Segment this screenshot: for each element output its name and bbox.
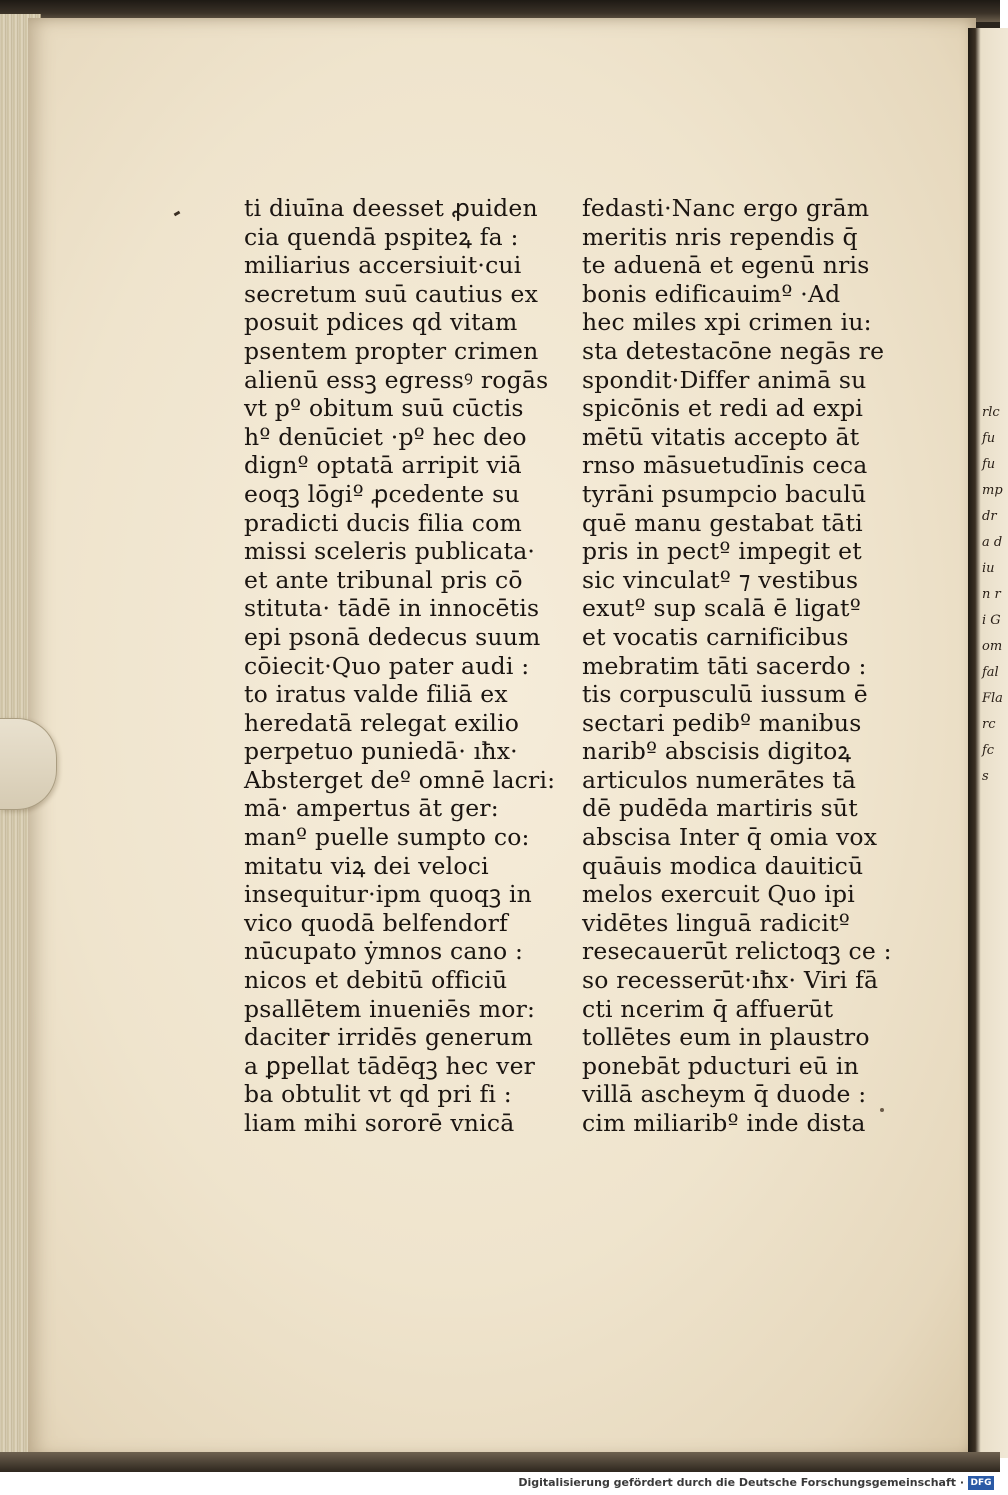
text-line: missi sceleris publicata·	[244, 537, 536, 566]
text-line: manº puelle sumpto co:	[244, 823, 530, 852]
text-line: dignº optatā arripit viā	[244, 451, 522, 480]
text-line: eoqꝫ lōgiº ꝓcedente su	[244, 479, 520, 508]
facing-page-text: rlc fu fu mp dra diu n ri Gom fal Fla rc fc s	[982, 405, 1003, 784]
text-line: posuit pdices qd vitam	[244, 308, 518, 337]
text-line: resecauerūt relictoqꝫ ce :	[582, 937, 892, 966]
text-line: mētū vitatis accepto āt	[582, 422, 860, 451]
text-line: sectari pedibº manibus	[582, 708, 862, 737]
text-line: melos exercuit Quo ipi	[582, 880, 855, 909]
text-line: sic vinculatº ⁊ vestibus	[582, 565, 859, 594]
text-line: cti ncerim q̄ affuerūt	[582, 994, 834, 1023]
text-line: tollētes eum in plaustro	[582, 1023, 870, 1052]
text-column-right	[582, 194, 892, 1138]
text-line: articulos numerātes tā	[582, 765, 857, 794]
text-line: vidētes linguā radicitº	[582, 908, 851, 937]
text-line: hº denūciet ·pº hec deo	[244, 422, 527, 451]
text-line: rnso māsuetudīnis ceca	[582, 451, 868, 480]
text-line: nūcupato ẏmnos cano :	[244, 937, 524, 966]
text-line: sta detestacōne negās re	[582, 336, 885, 365]
text-line: exutº sup scalā ē ligatº	[582, 594, 861, 623]
footer-bar	[0, 1472, 1000, 1495]
funding-credit: Digitalisierung gefördert durch die Deutsche Forschungsgemeinschaft ·	[518, 1476, 964, 1489]
text-line: miliarius accersiuit·cui	[244, 251, 522, 280]
text-line: perpetuo puniedā· ıħx·	[244, 737, 518, 766]
text-line: so recesserūt·ıħx· Viri fā	[582, 966, 879, 995]
text-line: meritis nris rependis q̄	[582, 222, 858, 251]
text-line: epi psonā dedecus suum	[244, 622, 541, 651]
text-line: quāuis modica dauiticū	[582, 851, 864, 880]
text-line: fedasti·Nanc ergo grām	[582, 194, 870, 222]
text-line: abscisa Inter q̄ omia vox	[582, 823, 878, 852]
text-line: tyrāni psumpcio baculū	[582, 479, 867, 508]
text-line: spondit·Differ animā su	[582, 365, 867, 394]
text-line: alienū essꝫ egressꝰ rogās	[244, 365, 549, 394]
text-line: liam mihi sororē vnicā	[244, 1109, 515, 1137]
text-line: spicōnis et redi ad expi	[582, 394, 864, 423]
text-line: stituta· tādē in innocētis	[244, 594, 540, 623]
text-line: cōiecit·Quo pater audi :	[244, 651, 530, 680]
text-line: bonis edificauimº ·Ad	[582, 279, 841, 308]
text-line: psentem propter crimen	[244, 336, 539, 365]
text-line: vico quodā belfendorf	[244, 908, 508, 937]
text-line: vt pº obitum suū cūctis	[244, 394, 524, 423]
text-line: nicos et debitū officiū	[244, 966, 508, 995]
text-line: Absterget deº omnē lacri:	[244, 765, 556, 794]
text-line: et ante tribunal pris cō	[244, 565, 523, 594]
text-line: a ꝑpellat tādēqꝫ hec ver	[244, 1051, 536, 1080]
text-line: heredatā relegat exilio	[244, 708, 520, 737]
text-line: et vocatis carnificibus	[582, 622, 849, 651]
text-line: naribº abscisis digitoꝝ	[582, 737, 852, 766]
dfg-logo: DFG	[968, 1476, 994, 1490]
text-line: ba obtulit vt qd pri fi :	[244, 1080, 512, 1109]
text-line: secretum suū cautius ex	[244, 279, 539, 308]
text-line: cia quendā pspiteꝝ fa :	[244, 222, 519, 251]
text-line: te aduenā et egenū nris	[582, 251, 870, 280]
text-line: psallētem inueniēs mor:	[244, 994, 536, 1023]
text-line: cim miliaribº inde dista	[582, 1109, 866, 1137]
text-line: quē manu gestabat tāti	[582, 508, 863, 537]
text-line: pradicti ducis filia com	[244, 508, 522, 537]
text-line: insequitur·ipm quoqꝫ in	[244, 880, 533, 909]
text-line: ti diuīna deesset ꝓuiden	[244, 194, 538, 222]
text-line: mitatu viꝝ dei veloci	[244, 851, 489, 880]
text-line: ponebāt pducturi eū in	[582, 1051, 859, 1080]
text-line: to iratus valde filiā ex	[244, 680, 508, 709]
text-line: tis corpusculū iussum ē	[582, 680, 868, 709]
text-line: mebratim tāti sacerdo :	[582, 651, 867, 680]
text-line: hec miles xpi crimen iu:	[582, 308, 872, 337]
binding-bottom	[0, 1452, 1000, 1472]
text-column-left	[244, 194, 556, 1138]
text-line: dē pudēda martiris sūt	[582, 794, 858, 823]
text-line: daciter irridēs generum	[244, 1023, 534, 1052]
text-line: mā· ampertus āt ger:	[244, 794, 499, 823]
text-line: villā ascheym q̄ duode :	[582, 1080, 867, 1109]
text-line: pris in pectº impegit et	[582, 537, 862, 566]
